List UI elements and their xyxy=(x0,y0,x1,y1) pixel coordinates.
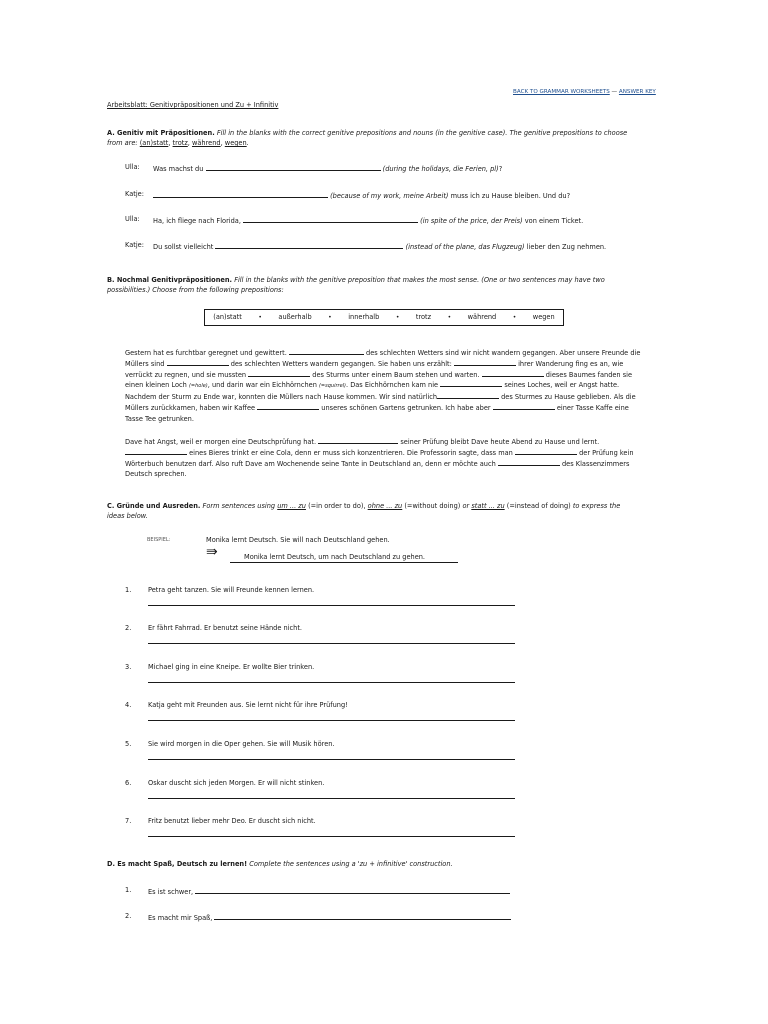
section-c-heading: C. Gründe und Ausreden. xyxy=(107,502,201,510)
p1-blank-6[interactable] xyxy=(440,380,502,387)
c-answer-line-4[interactable] xyxy=(148,720,515,721)
p1-text: des Sturmes zu Hause geblieben. Als die Müllers zurückkamen, haben wir Kaffee xyxy=(125,393,636,412)
option-trotz: trotz xyxy=(172,139,188,147)
c-item-text: Sie wird morgen in die Oper gehen. Sie will Musik hören. xyxy=(148,740,335,748)
p2-text: Prüfung kein Wörterbuch benutzen darf. Also ruft Dave am Wochenende seine Tante in Deutschland an, denn er möchte auch xyxy=(125,448,634,468)
p1-blank-7[interactable] xyxy=(437,392,499,399)
a-line-3-hint: (in spite of the price, der Preis) xyxy=(420,217,523,225)
c-item-number: 1. xyxy=(125,586,132,594)
a-line-1-after: ? xyxy=(498,165,503,173)
chip-bullet: • xyxy=(328,313,332,321)
section-b-heading: B. Nochmal Genitivpräpositionen. xyxy=(107,276,233,284)
chip-bullet: • xyxy=(512,313,517,321)
p1-text: Wanderung fing es an, wie verrückt zu regnen, und sie mussten xyxy=(125,359,624,379)
option-waehrend: während xyxy=(191,139,221,147)
p1-blank-9[interactable] xyxy=(493,403,555,410)
d-answer-line-1[interactable] xyxy=(195,887,510,894)
a-speaker-1: Ulla: xyxy=(125,163,140,171)
section-b-instruction-2: possibilities.) Choose from the following prepositions: xyxy=(107,286,284,294)
c-answer-line-2[interactable] xyxy=(148,643,515,644)
a-blank-1[interactable] xyxy=(206,164,381,171)
p1-text: des Sturms unter einem Baum stehen und warten. xyxy=(312,370,480,379)
c-item-text: Fritz benutzt lieber mehr Deo. Er duscht sich nicht. xyxy=(148,817,316,825)
p2-blank-2[interactable] xyxy=(125,448,187,455)
page-title: Arbeitsblatt: Genitivpräpositionen und Zu + Infinitiv xyxy=(107,101,279,109)
c-answer-line-6[interactable] xyxy=(148,798,515,799)
p1-blank-1[interactable] xyxy=(289,348,364,355)
a-line-2-hint: (because of my work, meine Arbeit) xyxy=(330,192,449,200)
a-line-1-before: Was machst du xyxy=(153,165,204,173)
chip-wegen: wegen xyxy=(532,313,555,322)
c-answer-line-7[interactable] xyxy=(148,836,515,837)
p1-blank-3[interactable] xyxy=(454,359,516,366)
p1-blank-5[interactable] xyxy=(482,370,544,377)
a-line-4 xyxy=(153,242,606,251)
c-item-text: Katja geht mit Freunden aus. Sie lernt nicht für ihre Prüfung! xyxy=(148,701,348,709)
a-speaker-3: Ulla: xyxy=(125,215,140,223)
a-line-4-after: lieber den Zug nehmen. xyxy=(526,243,607,251)
section-d-header xyxy=(107,861,453,868)
c-item-number: 5. xyxy=(125,740,132,748)
p1-text: unseres xyxy=(321,403,348,412)
p1-text: des schlechten Wetters wandern gegangen. Sie haben uns erzählt: xyxy=(230,359,452,368)
section-c-instruction-b: to express the xyxy=(572,502,621,510)
section-b-paragraph-1 xyxy=(125,348,645,425)
option-wegen: wegen xyxy=(224,139,247,147)
d-item-2 xyxy=(148,913,511,922)
c-item-number: 7. xyxy=(125,817,132,825)
a-line-2-after: muss ich zu Hause bleiben. Und du? xyxy=(450,192,571,200)
a-line-1-hint: (during the holidays, die Ferien, pl) xyxy=(382,165,499,173)
c-item-number: 2. xyxy=(125,624,132,632)
p1-text: seines Loches, weil er Angst hatte. Nachdem der Sturm zu Ende war, konnten die Müllers nach Hause kommen. Wir sind xyxy=(125,381,620,402)
p2-text: eines Bieres trinkt er eine Cola, denn er muss sich konzentrieren. Die Professorin sagte, dass man xyxy=(189,448,513,457)
c-item-text: Michael ging in eine Kneipe. Er wollte Bier trinken. xyxy=(148,663,315,671)
a-blank-3[interactable] xyxy=(243,216,418,223)
section-a-header: A. Genitiv mit Präpositionen. Fill in the blanks with the correct genitive prepositions and nouns (in the genitive case). The genitive prepositions to choose from are: (an)statt, trotz, während, wegen. xyxy=(107,129,628,147)
chip-innerhalb: innerhalb xyxy=(348,313,380,322)
d-item-text: Es macht mir Spaß, xyxy=(148,914,213,922)
section-a-instruction: Fill in the blanks with the correct genitive prepositions and nouns (in the genitive case). The genitive prepositions to choose xyxy=(216,129,628,137)
nav-separator: — xyxy=(611,89,618,95)
section-c-instruction: Form sentences using xyxy=(202,502,276,510)
d-item-number: 1. xyxy=(125,886,132,894)
a-line-4-before: Du sollst vielleicht xyxy=(153,243,214,251)
d-item-number: 2. xyxy=(125,912,132,920)
chip-bullet: • xyxy=(258,313,262,321)
chip-trotz: trotz xyxy=(415,313,432,322)
p1-blank-2[interactable] xyxy=(167,359,229,366)
a-speaker-2: Katje: xyxy=(125,190,144,198)
top-nav xyxy=(513,90,656,96)
p1-text: . Das Eichhörnchen kam nie xyxy=(346,381,439,390)
p1-text: Freunde die Müllers sind xyxy=(125,349,641,368)
p1-gloss-squirrel: (=squirrel) xyxy=(318,383,346,390)
d-item-1 xyxy=(148,887,510,896)
c-item-text: Oskar duscht sich jeden Morgen. Er will nicht stinken. xyxy=(148,779,325,787)
p1-text: Gestern hat es furchtbar geregnet und gewittert. xyxy=(125,349,287,357)
c-item-number: 3. xyxy=(125,663,132,671)
section-a-instruction-2: from are: xyxy=(107,139,138,147)
statt-zu-gloss: (=instead of doing) xyxy=(506,502,571,510)
chip-bullet: • xyxy=(447,313,452,321)
p2-blank-3[interactable] xyxy=(515,448,577,455)
chip-waehrend: während xyxy=(467,313,497,322)
chip-bullet: • xyxy=(395,313,400,321)
a-line-3-before: Ha, ich fliege nach Florida, xyxy=(153,217,241,225)
p1-text: , und darin war ein Eichhörnchen xyxy=(207,381,317,390)
example-answer-text: Monika lernt Deutsch, um nach Deutschland zu gehen. xyxy=(244,553,426,561)
example-label: BEISPIEL: xyxy=(147,537,171,543)
section-b-instruction: Fill in the blanks with the genitive preposition that makes the most sense. (One or two sentences may have two xyxy=(234,276,605,284)
arrow-icon: ⇛ xyxy=(206,544,218,560)
p2-text: seiner Prüfung bleibt Dave heute Abend zu Hause und lernt. xyxy=(400,438,600,446)
back-to-worksheets-link[interactable]: BACK TO GRAMMAR WORKSHEETS xyxy=(513,89,610,95)
p1-text: dieses Baumes fanden sie einen kleinen Loch xyxy=(125,370,633,390)
c-item-number: 4. xyxy=(125,701,132,709)
p1-blank-8[interactable] xyxy=(257,403,319,410)
a-blank-4[interactable] xyxy=(215,242,403,249)
a-line-2 xyxy=(153,191,570,200)
p2-text: Dave hat Angst, weil er morgen eine Deutschprüfung hat. xyxy=(125,438,317,446)
p1-text: ihrer xyxy=(518,359,534,368)
d-item-text: Es ist schwer, xyxy=(148,888,194,896)
ohne-zu-gloss: (=without doing) xyxy=(404,502,461,510)
c-answer-line-1[interactable] xyxy=(148,605,515,606)
statt-zu: statt ... zu xyxy=(471,502,505,510)
a-line-3 xyxy=(153,216,583,225)
p2-text: der xyxy=(579,448,591,457)
c-item-number: 6. xyxy=(125,779,132,787)
ohne-zu: ohne ... zu xyxy=(367,502,403,510)
a-line-1 xyxy=(153,164,502,173)
or-word: or xyxy=(462,502,470,510)
p1-text: natürlich xyxy=(407,393,438,402)
p2-blank-4[interactable] xyxy=(498,459,560,466)
answer-key-link[interactable]: ANSWER KEY xyxy=(618,89,656,95)
c-item-text: Er fährt Fahrrad. Er benutzt seine Hände nicht. xyxy=(148,624,303,632)
option-anstatt: (an)statt xyxy=(139,139,169,147)
a-line-4-hint: (instead of the plane, das Flugzeug) xyxy=(405,243,525,251)
um-zu: um ... zu xyxy=(277,502,306,510)
chip-ausserhalb: außerhalb xyxy=(278,313,312,322)
p2-blank-1[interactable] xyxy=(318,437,398,444)
um-zu-gloss: (=in order to do), xyxy=(308,502,366,510)
section-d-instruction: Complete the sentences using a 'zu + infinitive' construction. xyxy=(249,860,453,868)
p1-text: schönen Gartens getrunken. Ich habe aber xyxy=(349,403,491,412)
example-answer xyxy=(230,554,458,563)
section-c-instruction-c: ideas below. xyxy=(107,512,148,520)
p1-text: des schlechten Wetters sind wir nicht wandern gegangen. Aber unsere xyxy=(366,349,600,357)
chip-anstatt: (an)statt xyxy=(213,313,242,322)
p1-blank-4[interactable] xyxy=(248,370,310,377)
p1-gloss-hole: (=hole) xyxy=(188,383,208,390)
section-b-header xyxy=(107,275,605,295)
section-b-paragraph-2 xyxy=(125,437,645,480)
preposition-box xyxy=(204,309,564,326)
c-answer-line-3[interactable] xyxy=(148,682,515,683)
p1-text: einer Tasse Kaffe eine Tasse Tee getrunken. xyxy=(125,403,629,423)
a-line-3-after: von einem Ticket. xyxy=(524,217,584,225)
c-item-text: Petra geht tanzen. Sie will Freunde kennen lernen. xyxy=(148,586,315,594)
c-answer-line-5[interactable] xyxy=(148,759,515,760)
a-speaker-4: Katje: xyxy=(125,241,144,249)
example-prompt: Monika lernt Deutsch. Sie will nach Deutschland gehen. xyxy=(206,536,390,544)
section-c-header xyxy=(107,501,620,521)
p2-text: des Klassenzimmers Deutsch sprechen. xyxy=(125,459,630,479)
a-blank-2[interactable] xyxy=(153,191,328,198)
section-d-heading: D. Es macht Spaß, Deutsch zu lernen! xyxy=(107,860,248,868)
section-a-heading: A. Genitiv mit Präpositionen. xyxy=(107,129,215,137)
d-answer-line-2[interactable] xyxy=(214,913,511,920)
